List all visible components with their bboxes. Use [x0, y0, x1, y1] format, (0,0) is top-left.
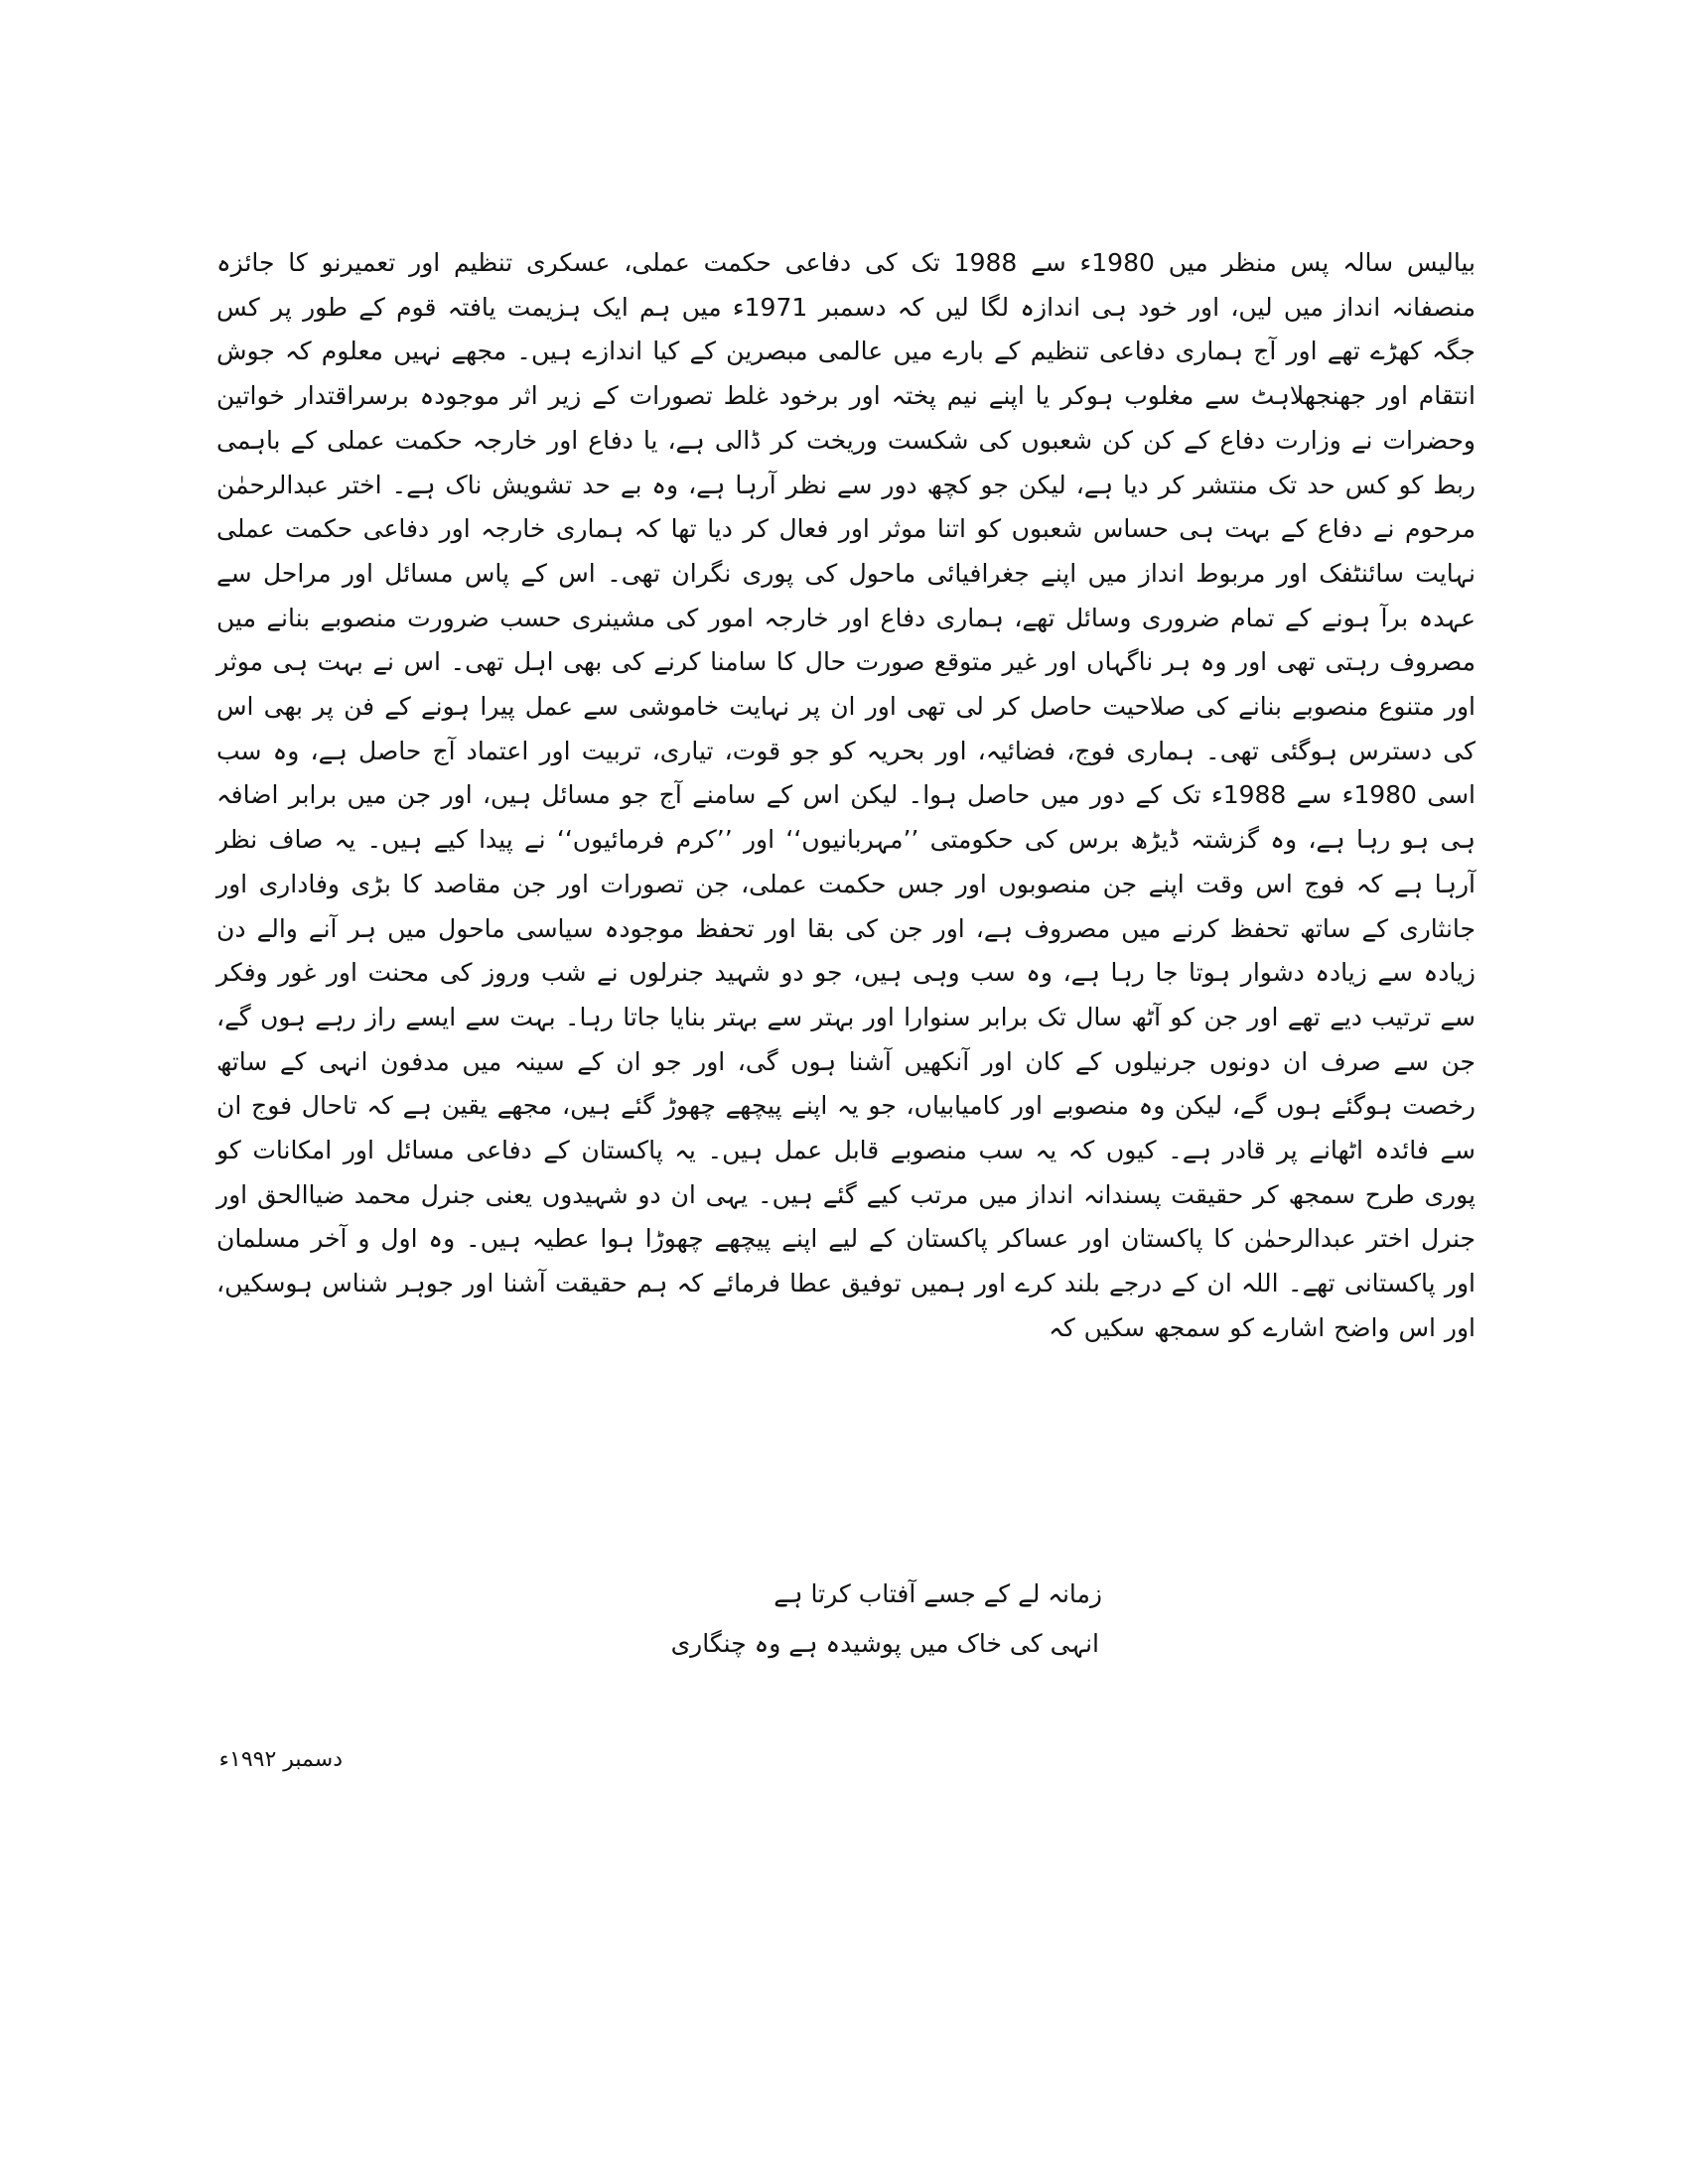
- verse-line-1: زمانہ لے کے جسے آفتاب کرتا ہے: [774, 1579, 1102, 1608]
- document-date: دسمبر ۱۹۹۲ء: [218, 1747, 343, 1772]
- verse-line-2: انہی کی خاک میں پوشیدہ ہے وہ چنگاری: [670, 1629, 1099, 1658]
- body-paragraph: بیالیس سالہ پس منظر میں 1980ء سے 1988 تک کی دفاعی حکمت عملی، عسکری تنظیم اور تعمیرنو کا جائزہ منصفانہ انداز میں لیں، اور خود ہی اندازہ لگا لیں کہ دسمبر 1971ء میں ہم ایک ہزیمت یافتہ قوم کے طور پر کس جگہ کھڑے تھے اور آج ہماری دفاعی تنظیم کے بارے میں عالمی مبصرین کے کیا اندازے ہیں۔ مجھے نہیں معلوم کہ جوش انتقام اور جھنجھلاہٹ سے مغلوب ہوکر یا اپنے نیم پختہ اور برخود غلط تصورات کے زیر اثر موجودہ برسراقتدار خواتین وحضرات نے وزارت دفاع کے کن کن شعبوں کی شکست وریخت کر ڈالی ہے، یا دفاع اور خارجہ حکمت عملی کے باہمی ربط کو کس حد تک منتشر کر دیا ہے، لیکن جو کچھ دور سے نظر آرہا ہے، وہ بے حد تشویش ناک ہے۔ اختر عبدالرحمٰن مرحوم نے دفاع کے بہت ہی حساس شعبوں کو اتنا موثر اور فعال کر دیا تھا کہ ہماری خارجہ اور دفاعی حکمت عملی نہایت سائنٹفک اور مربوط انداز میں اپنے جغرافیائی ماحول کی پوری نگران تھی۔ اس کے پاس مسائل اور مراحل سے عہدہ برآ ہونے کے تمام ضروری وسائل تھے، ہماری دفاع اور خارجہ امور کی مشینری حسب ضرورت منصوبے بنانے میں مصروف رہتی تھی اور وہ ہر ناگہاں اور غیر متوقع صورت حال کا سامنا کرنے کی بھی اہل تھی۔ اس نے بہت ہی موثر اور متنوع منصوبے بنانے کی صلاحیت حاصل کر لی تھی اور ان پر نہایت خاموشی سے عمل پیرا ہونے کے فن پر بھی اس کی دسترس ہوگئی تھی۔ ہماری فوج، فضائیہ، اور بحریہ کو جو قوت، تیاری، تربیت اور اعتماد آج حاصل ہے، وہ سب اسی 1980ء سے 1988ء تک کے دور میں حاصل ہوا۔ لیکن اس کے سامنے آج جو مسائل ہیں، اور جن میں برابر اضافہ ہی ہو رہا ہے، وہ گزشتہ ڈیڑھ برس کی حکومتی ’’مہربانیوں‘‘ اور ’’کرم فرمائیوں‘‘ نے پیدا کیے ہیں۔ یہ صاف نظر آرہا ہے کہ فوج اس وقت اپنے جن منصوبوں اور جس حکمت عملی، جن تصورات اور جن مقاصد کا بڑی وفاداری اور جانثاری کے ساتھ تحفظ کرنے میں مصروف ہے، اور جن کی بقا اور تحفظ موجودہ سیاسی ماحول میں ہر آنے والے دن زیادہ سے زیادہ دشوار ہوتا جا رہا ہے، وہ سب وہی ہیں، جو دو شہید جنرلوں نے شب وروز کی محنت اور غور وفکر سے ترتیب دیے تھے اور جن کو آٹھ سال تک برابر سنوارا اور بہتر سے بہتر بنایا جاتا رہا۔ بہت سے ایسے راز رہے ہوں گے، جن سے صرف ان دونوں جرنیلوں کے کان اور آنکھیں آشنا ہوں گی، اور جو ان کے سینہ میں مدفون انہی کے ساتھ رخصت ہوگئے ہوں گے، لیکن وہ منصوبے اور کامیابیاں، جو یہ اپنے پیچھے چھوڑ گئے ہیں، مجھے یقین ہے کہ تاحال فوج ان سے فائدہ اٹھانے پر قادر ہے۔ کیوں کہ یہ سب منصوبے قابل عمل ہیں۔ یہ پاکستان کے دفاعی مسائل اور امکانات کو پوری طرح سمجھ کر حقیقت پسندانہ انداز میں مرتب کیے گئے ہیں۔ یہی ان دو شہیدوں یعنی جنرل محمد ضیاالحق اور جنرل اختر عبدالرحمٰن کا پاکستان اور عساکر پاکستان کے لیے اپنے پیچھے چھوڑا ہوا عطیہ ہیں۔ وہ اول و آخر مسلمان اور پاکستانی تھے۔ اللہ ان کے درجے بلند کرے اور ہمیں توفیق عطا فرمائے کہ ہم حقیقت آشنا اور جوہر شناس ہوسکیں، اور اس واضح اشارے کو سمجھ سکیں کہ: [216, 248, 1477, 1342]
